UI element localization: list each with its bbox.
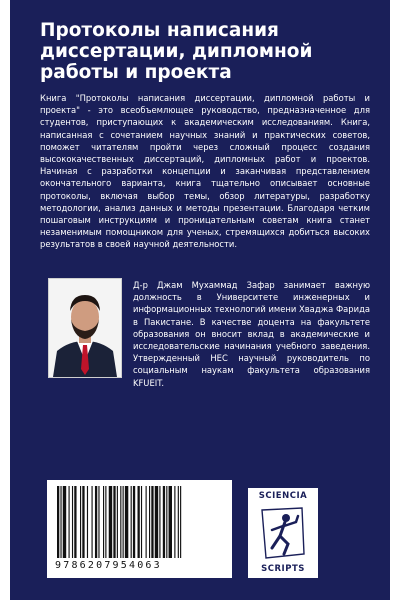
isbn-number: 9786207954063 <box>55 560 162 571</box>
author-bio: Д-р Джам Мухаммад Зафар занимает важную должность в Университете инженерных и информационных технологий имени Хваджа Фарида в Пакистане. В качестве доцента на факультете образования он вносит вклад в академические и исследовательские начинания учебного заведения. Утвержденный HEC научный руководитель по социальным наукам факультета образования KFUEIT. <box>133 280 370 388</box>
publisher-logo-bottom-text: SCRIPTS <box>261 564 305 574</box>
author-photo <box>48 278 122 378</box>
book-description: Книга "Протоколы написания диссертации, дипломной работы и проекта" - это всеобъемлющее руководство, предназначенное для студентов, приступающих к академическим исследованиям. Книга, написанная с сочетанием научных знаний и практических советов, поможет читателям пройти через сложный процесс создания высококачественных диссертаций, дипломных работ и проектов. Начиная с разработки концепции и заканчивая представлением окончательного варианта, книга тщательно описывает основные протоколы, включая выбор темы, обзор литературы, разработку методологии, анализ данных и методы презентации. Благодаря четким пошаговым инструкциям и проницательным советам книга станет незаменимым помощником для ученых, стремящихся добиться высоких результатов в своей научной деятельности. <box>40 93 370 250</box>
runner-with-scroll-icon <box>258 504 308 562</box>
barcode-bars <box>55 486 225 558</box>
barcode <box>47 480 232 578</box>
book-title: Протоколы написания диссертации, дипломной работы и проекта <box>40 20 313 83</box>
back-cover <box>10 0 390 600</box>
publisher-logo-top-text: SCIENCIA <box>258 491 308 501</box>
publisher-logo <box>248 488 318 578</box>
author-portrait-icon <box>49 279 121 377</box>
